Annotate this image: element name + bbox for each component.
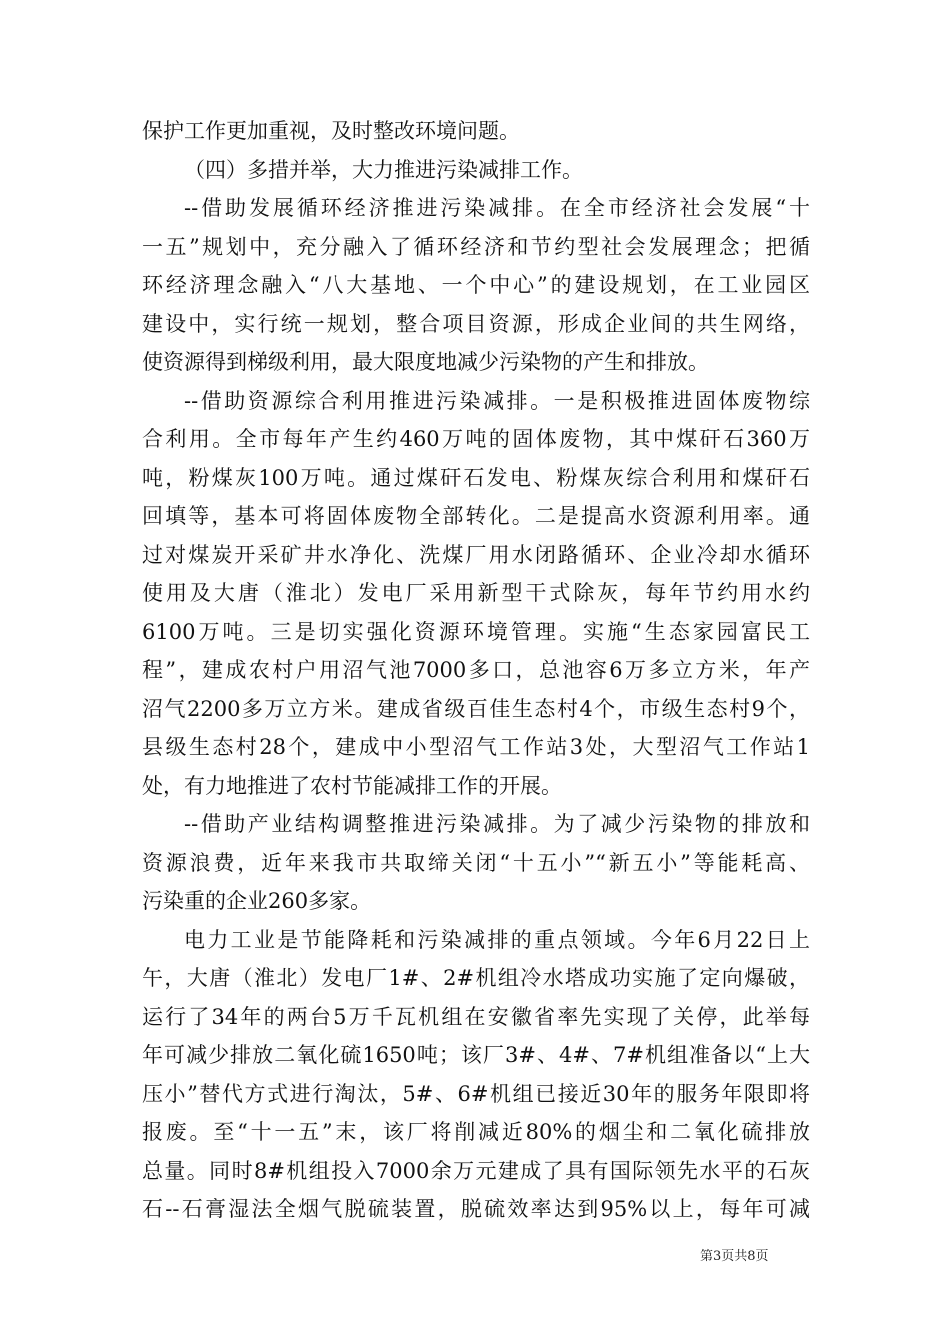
text-line: 保护工作更加重视，及时整改环境问题。: [142, 119, 520, 143]
text-line: 午，大唐（淮北）发电厂1#、2#机组冷水塔成功实施了定向爆破，: [142, 966, 810, 990]
text-line: 过对煤炭开采矿井水净化、洗煤厂用水闭路循环、企业冷却水循环: [142, 542, 810, 567]
text-line: 压小”替代方式进行淘汰，5#、6#机组已接近30年的服务年限即将: [142, 1081, 810, 1106]
text-line: 总量。同时8#机组投入7000余万元建成了具有国际领先水平的石灰: [142, 1158, 810, 1183]
text-line: 合利用。全市每年产生约460万吨的固体废物，其中煤矸石360万: [142, 427, 810, 451]
section-heading: （四）多措并举，大力推进污染减排工作。: [184, 157, 583, 182]
text-line: 年可减少排放二氧化硫1650吨；该厂3#、4#、7#机组准备以“上大: [142, 1043, 810, 1067]
text-line: --借助发展循环经济推进污染减排。在全市经济社会发展“十: [184, 196, 810, 220]
text-line: 使资源得到梯级利用，最大限度地减少污染物的产生和排放。: [142, 350, 709, 374]
text-line: 县级生态村28个，建成中小型沼气工作站3处，大型沼气工作站1: [142, 735, 810, 759]
text-line: 沼气2200多万立方米。建成省级百佳生态村4个，市级生态村9个，: [142, 696, 810, 721]
text-line: 处，有力地推进了农村节能减排工作的开展。: [142, 773, 562, 798]
text-line: --借助产业结构调整推进污染减排。为了减少污染物的排放和: [184, 812, 810, 836]
text-line: 污染重的企业260多家。: [142, 889, 372, 913]
text-line: 6100万吨。三是切实强化资源环境管理。实施“生态家园富民工: [142, 619, 810, 644]
text-line: 建设中，实行统一规划，整合项目资源，形成企业间的共生网络，: [142, 311, 810, 336]
text-line: 使用及大唐（淮北）发电厂采用新型干式除灰，每年节约用水约: [142, 581, 810, 605]
text-line: 资源浪费，近年来我市共取缔关闭“十五小”“新五小”等能耗高、: [142, 850, 810, 875]
text-line: 电力工业是节能降耗和污染减排的重点领域。今年6月22日上: [184, 927, 810, 952]
text-line: 回填等，基本可将固体废物全部转化。二是提高水资源利用率。通: [142, 504, 810, 528]
text-line: 石--石膏湿法全烟气脱硫装置，脱硫效率达到95%以上，每年可减: [142, 1197, 810, 1221]
text-line: 一五”规划中，充分融入了循环经济和节约型社会发展理念；把循: [142, 234, 810, 259]
text-line: 环经济理念融入“八大基地、一个中心”的建设规划，在工业园区: [142, 273, 810, 297]
document-body: [142, 112, 810, 1229]
text-line: 程”，建成农村户用沼气池7000多口，总池容6万多立方米，年产: [142, 658, 810, 682]
text-line: 运行了34年的两台5万千瓦机组在安徽省率先实现了关停，此举每: [142, 1004, 810, 1029]
text-line: 报废。至“十一五”末，该厂将削减近80%的烟尘和二氧化硫排放: [142, 1120, 810, 1144]
page-number: 第3页共8页: [700, 1249, 769, 1264]
text-line: --借助资源综合利用推进污染减排。一是积极推进固体废物综: [184, 388, 810, 413]
text-line: 吨，粉煤灰100万吨。通过煤矸石发电、粉煤灰综合利用和煤矸石: [142, 465, 810, 490]
